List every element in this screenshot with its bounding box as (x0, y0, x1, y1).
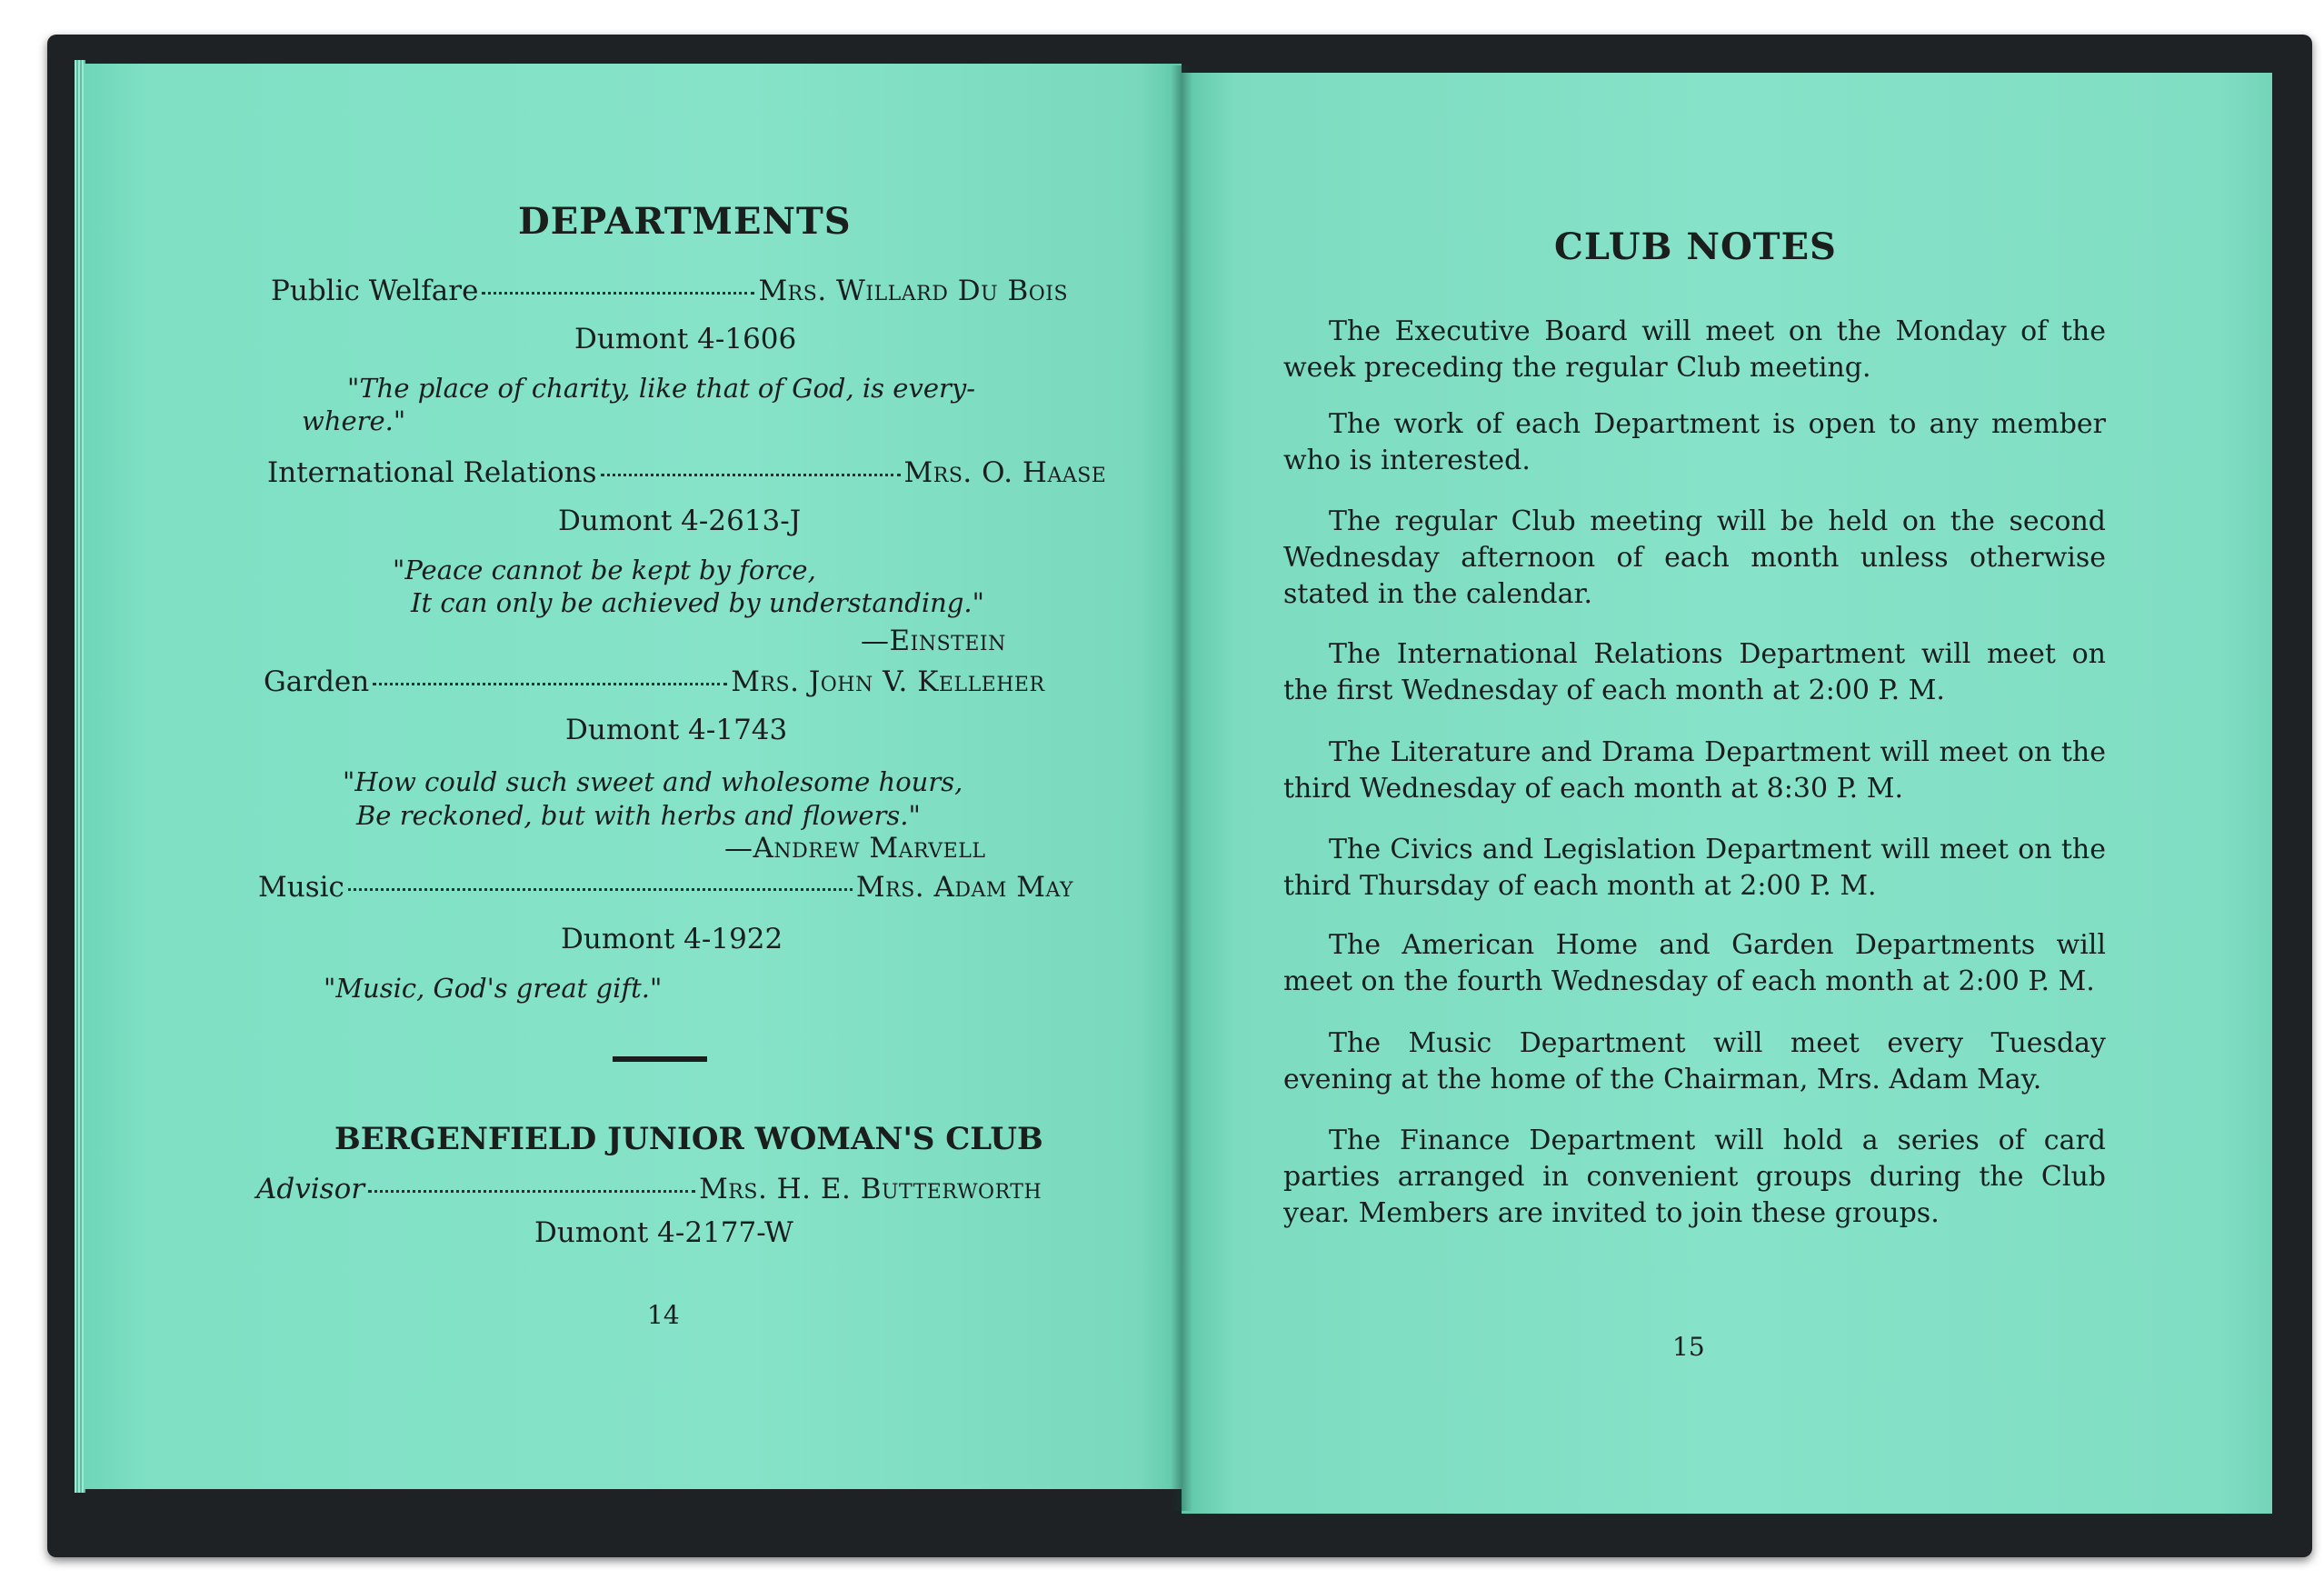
club-note: The work of each Department is open to any member who is interested. (1283, 408, 2106, 476)
club-note: The Literature and Drama Department will meet on the third Wednesday of each month at 8:30 P. M. (1283, 736, 2106, 805)
dept-name: Music (258, 871, 344, 904)
dept-row-international-relations (267, 456, 1106, 489)
advisor-role: Advisor (256, 1173, 365, 1205)
dept-name: Garden (264, 665, 370, 698)
junior-club-heading: BERGENFIELD JUNIOR WOMAN'S CLUB (334, 1121, 1043, 1157)
departments-heading: DEPARTMENTS (518, 200, 852, 243)
dept-chairman: Mrs. Adam May (855, 871, 1074, 904)
club-note: The Executive Board will meet on the Monday of the week preceding the regular Club meeting. (1283, 315, 2106, 384)
advisor-row (256, 1173, 1042, 1205)
right-page (1182, 73, 2272, 1514)
dept-quote-line: It can only be achieved by understanding." (411, 587, 984, 618)
club-note: The American Home and Garden Departments will meet on the fourth Wednesday of each month at 2:00 P. M. (1283, 929, 2106, 997)
dept-phone: Dumont 4-2613-J (558, 505, 802, 537)
dept-chairman: Mrs. John V. Kelleher (731, 665, 1045, 698)
dept-quote-line: "Peace cannot be kept by force, (393, 555, 816, 585)
club-note: The regular Club meeting will be held on the second Wednesday afternoon of each month unless otherwise stated in the calendar. (1283, 505, 2106, 610)
book-gutter (1171, 65, 1192, 1511)
page-number: 14 (647, 1300, 680, 1330)
club-note: The Music Department will meet every Tuesday evening at the home of the Chairman, Mrs. Adam May. (1283, 1027, 2106, 1095)
club-note: The International Relations Department will meet on the first Wednesday of each month at 2:00 P. M. (1283, 638, 2106, 706)
page-number: 15 (1672, 1332, 1705, 1362)
advisor-phone: Dumont 4-2177-W (534, 1216, 793, 1249)
advisor-name: Mrs. H. E. Butterworth (699, 1173, 1042, 1205)
dept-row-public-welfare (271, 275, 1068, 307)
club-note: The Civics and Legislation Department will meet on the third Thursday of each month at 2:00 P. M. (1283, 834, 2106, 902)
dept-row-music (258, 871, 1073, 904)
dept-row-garden (264, 665, 1045, 698)
dept-quote-line: "Music, God's great gift." (324, 973, 663, 1004)
club-note: The Finance Department will hold a series of card parties arranged in convenient groups during the Club year. Members are invited to join these groups. (1283, 1125, 2106, 1229)
club-notes-heading: CLUB NOTES (1554, 225, 1837, 268)
dept-phone: Dumont 4-1743 (565, 714, 788, 746)
dept-chairman: Mrs. Willard Du Bois (758, 275, 1069, 307)
dept-chairman: Mrs. O. Haase (903, 456, 1107, 489)
dept-quote-line: where." (302, 405, 406, 436)
dept-quote-line: "The place of charity, like that of God, is every- (347, 373, 976, 404)
section-divider (613, 1056, 707, 1062)
dept-phone: Dumont 4-1606 (574, 323, 797, 355)
dept-quote-line: Be reckoned, but with herbs and flowers." (356, 800, 921, 831)
dept-name: International Relations (267, 456, 597, 489)
dept-phone: Dumont 4-1922 (561, 923, 783, 955)
quote-attribution: —Andrew Marvell (724, 832, 986, 865)
dept-quote-line: "How could such sweet and wholesome hours, (343, 766, 963, 797)
dept-name: Public Welfare (271, 275, 479, 307)
left-page (84, 64, 1182, 1489)
quote-attribution: —Einstein (861, 625, 1006, 657)
